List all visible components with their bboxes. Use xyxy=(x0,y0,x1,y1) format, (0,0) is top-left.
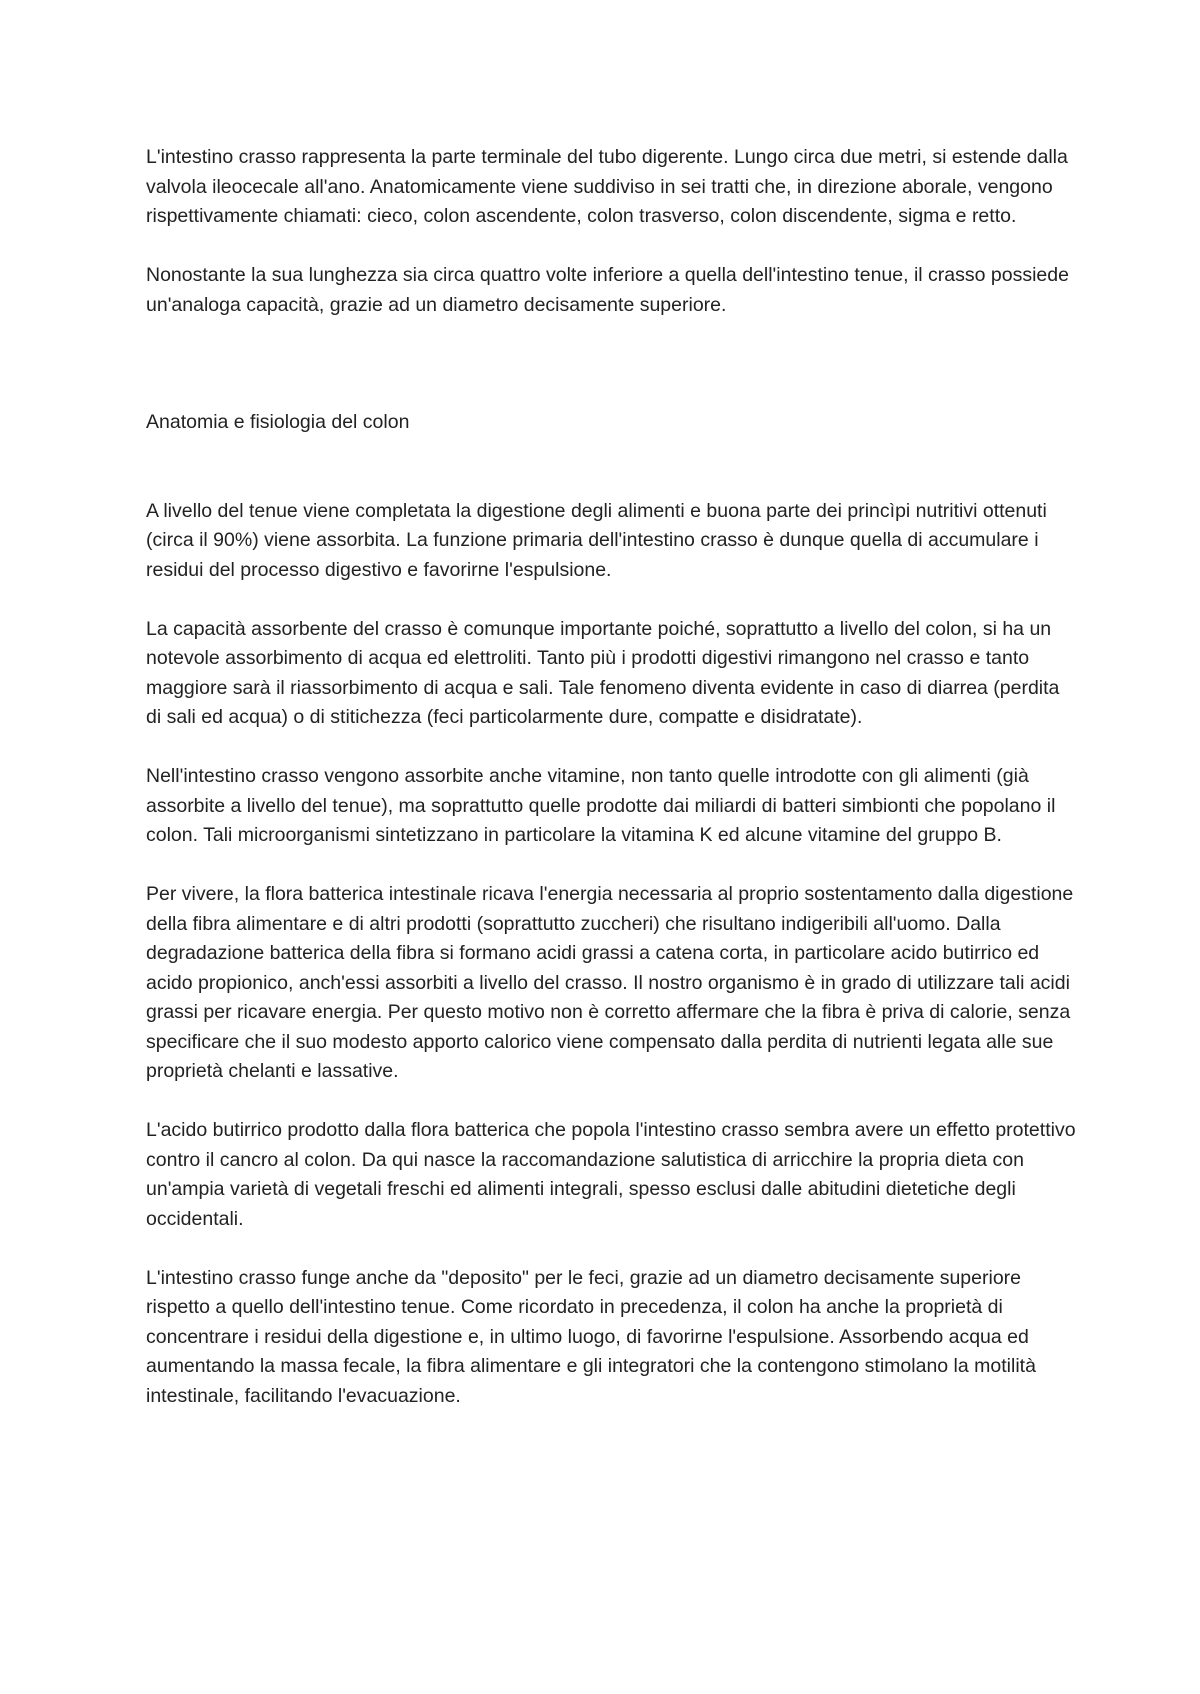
section-paragraph-1: A livello del tenue viene completata la digestione degli alimenti e buona parte dei princìpi nutritivi ottenuti (circa il 90%) viene assorbita. La funzione primaria dell'intestino crasso è dunque quella di accumulare i residui del processo digestivo e favorirne l'espulsione. xyxy=(146,499,1047,581)
document-body xyxy=(146,143,1076,1411)
section-heading: Anatomia e fisiologia del colon xyxy=(146,411,410,433)
section-paragraph-3: Nell'intestino crasso vengono assorbite anche vitamine, non tanto quelle introdotte con gli alimenti (già assorbite a livello del tenue), ma soprattutto quelle prodotte dai miliardi di batteri simbionti che popolano il colon. Tali microorganismi sintetizzano in particolare la vitamina K ed alcune vitamine del gruppo B. xyxy=(146,765,1056,846)
section-paragraph-6: L'intestino crasso funge anche da "deposito" per le feci, grazie ad un diametro decisamente superiore rispetto a quello dell'intestino tenue. Come ricordato in precedenza, il colon ha anche la proprietà di concentrare i residui della digestione e, in ultimo luogo, di favorirne l'espulsione. Assorbendo acqua ed aumentando la massa fecale, la fibra alimentare e gli integratori che la contengono stimolano la motilità intestinale, facilitando l'evacuazione. xyxy=(146,1266,1036,1407)
section-paragraph-2: La capacità assorbente del crasso è comunque importante poiché, soprattutto a livello del colon, si ha un notevole assorbimento di acqua ed elettroliti. Tanto più i prodotti digestivi rimangono nel crasso e tanto maggiore sarà il riassorbimento di acqua e sali. Tale fenomeno diventa evidente in caso di diarrea (perdita di sali ed acqua) o di stitichezza (feci particolarmente dure, compatte e disidratate). xyxy=(146,617,1060,728)
section-paragraph-4: Per vivere, la flora batterica intestinale ricava l'energia necessaria al proprio sostentamento dalla digestione della fibra alimentare e di altri prodotti (soprattutto zuccheri) che risultano indigeribili all'uomo. Dalla degradazione batterica della fibra si formano acidi grassi a catena corta, in particolare acido butirrico ed acido propionico, anch'essi assorbiti a livello del crasso. Il nostro organismo è in grado di utilizzare tali acidi grassi per ricavare energia. Per questo motivo non è corretto affermare che la fibra è priva di calorie, senza specificare che il suo modesto apporto calorico viene compensato dalla perdita di nutrienti legata alle sue proprietà chelanti e lassative. xyxy=(146,883,1074,1082)
section-paragraph-5: L'acido butirrico prodotto dalla flora batterica che popola l'intestino crasso sembra avere un effetto protettivo contro il cancro al colon. Da qui nasce la raccomandazione salutistica di arricchire la propria dieta con un'ampia varietà di vegetali freschi ed alimenti integrali, spesso esclusi dalle abitudini dietetiche degli occidentali. xyxy=(146,1119,1076,1230)
intro-paragraph-2: Nonostante la sua lunghezza sia circa quattro volte inferiore a quella dell'intestino tenue, il crasso possiede un'analoga capacità, grazie ad un diametro decisamente superiore. xyxy=(146,264,1069,316)
intro-paragraph-1: L'intestino crasso rappresenta la parte terminale del tubo digerente. Lungo circa due metri, si estende dalla valvola ileocecale all'ano. Anatomicamente viene suddiviso in sei tratti che, in direzione aborale, vengono rispettivamente chiamati: cieco, colon ascendente, colon trasverso, colon discendente, sigma e retto. xyxy=(146,146,1068,227)
